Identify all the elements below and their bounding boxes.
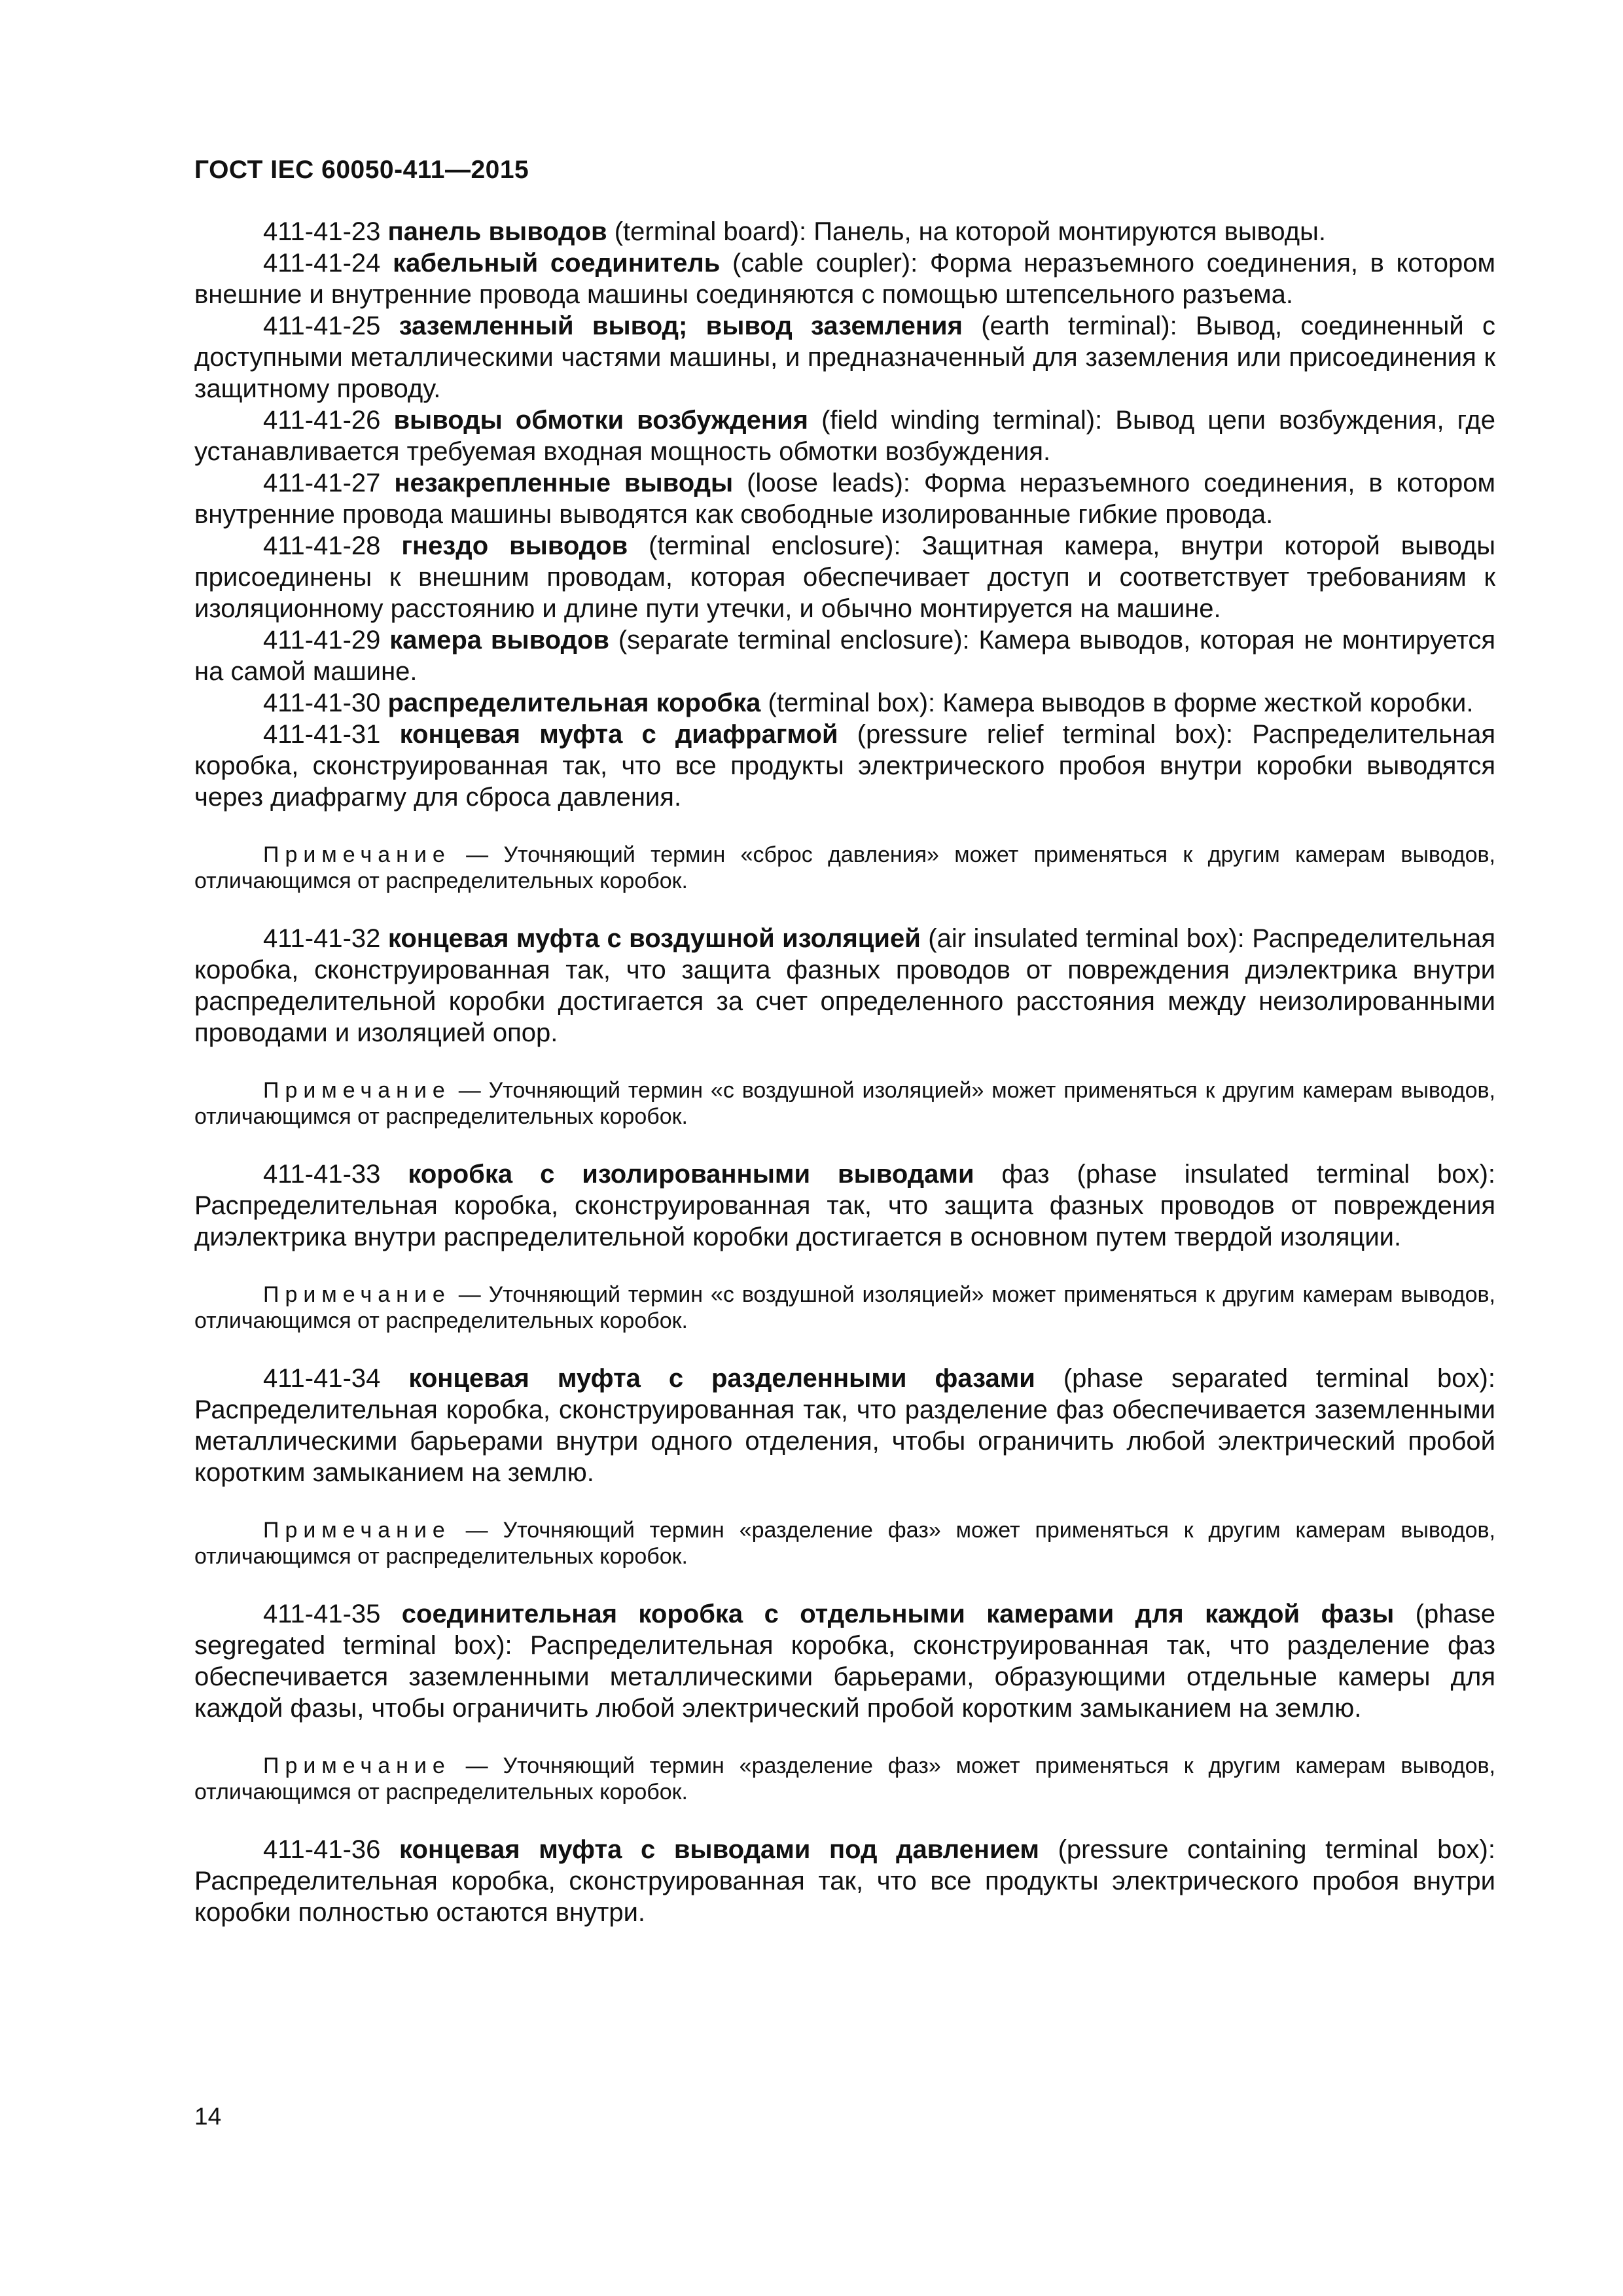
term-entry-411-41-23: [194, 216, 1495, 247]
term-entry-411-41-24: [194, 247, 1495, 310]
note-text: — Уточняющий термин «сброс давления» может применяться к другим камерам выводов, отличающимся от распределительных коробок.: [194, 842, 1495, 893]
note: [194, 842, 1495, 894]
entry-number: 411-41-29: [263, 626, 381, 655]
entry-definition: (separate terminal enclosure): Камера выводов, которая не монтируется на самой машине.: [194, 626, 1495, 686]
note-text: — Уточняющий термин «разделение фаз» может применяться к другим камерам выводов, отличающимся от распределительных коробок.: [194, 1518, 1495, 1569]
term-entry-411-41-35: [194, 1598, 1495, 1724]
entry-definition: (loose leads): Форма неразъемного соединения, в котором внутренние провода машины выводятся как свободные изолированные гибкие провода.: [194, 469, 1495, 529]
note: [194, 1517, 1495, 1570]
term-entry-411-41-25: [194, 310, 1495, 404]
entry-term: распределительная коробка: [387, 689, 761, 717]
entry-definition: (pressure containing terminal box): Распределительная коробка, сконструированная так, что все продукты электрического пробоя внутри коробки полностью остаются внутри.: [194, 1835, 1495, 1927]
entry-number: 411-41-31: [263, 720, 381, 749]
entry-definition: фаз (phase insulated terminal box): Распределительная коробка, сконструированная так, что защита фазных проводов от повреждения диэлектрика внутри распределительной коробки достигается в основном путем твердой изоляции.: [194, 1160, 1495, 1251]
note-label: Примечание: [263, 1078, 451, 1103]
entry-term: выводы обмотки возбуждения: [393, 406, 809, 435]
entry-term: камера выводов: [389, 626, 610, 655]
term-entry-411-41-29: [194, 624, 1495, 687]
note: [194, 1077, 1495, 1130]
entry-term: соединительная коробка с отдельными камерами для каждой фазы: [401, 1600, 1395, 1628]
entry-term: коробка с изолированными выводами: [408, 1160, 974, 1189]
term-entry-411-41-31: [194, 719, 1495, 813]
note-text: — Уточняющий термин «с воздушной изоляцией» может применяться к другим камерам выводов, отличающимся от распределительных коробок.: [194, 1282, 1495, 1333]
entry-definition: (phase separated terminal box): Распределительная коробка, сконструированная так, что разделение фаз обеспечивается заземленными металлическими барьерами внутри одного отделения, чтобы ограничить любой электрический пробой коротким замыканием на землю.: [194, 1364, 1495, 1487]
entry-number: 411-41-26: [263, 406, 381, 435]
note: [194, 1753, 1495, 1805]
entry-number: 411-41-24: [263, 249, 381, 278]
document-header: ГОСТ IEC 60050-411—2015: [194, 156, 529, 184]
entry-term: гнездо выводов: [401, 531, 628, 560]
term-entry-411-41-34: [194, 1363, 1495, 1488]
page-number: 14: [194, 2103, 222, 2130]
entry-term: концевая муфта с воздушной изоляцией: [387, 924, 921, 953]
note-label: Примечание: [263, 1518, 451, 1543]
term-entry-411-41-36: [194, 1834, 1495, 1928]
entry-number: 411-41-35: [263, 1600, 381, 1628]
entry-term: концевая муфта с диафрагмой: [399, 720, 838, 749]
note-text: — Уточняющий термин «разделение фаз» может применяться к другим камерам выводов, отличающимся от распределительных коробок.: [194, 1753, 1495, 1804]
note-label: Примечание: [263, 1282, 451, 1307]
entry-definition: (terminal board): Панель, на которой монтируются выводы.: [614, 217, 1326, 246]
entry-number: 411-41-27: [263, 469, 381, 497]
term-entry-411-41-30: [194, 687, 1495, 719]
entry-number: 411-41-28: [263, 531, 381, 560]
entry-term: заземленный вывод; вывод заземления: [399, 312, 963, 340]
entry-definition: (field winding terminal): Вывод цепи возбуждения, где устанавливается требуемая входная мощность обмотки возбуждения.: [194, 406, 1495, 466]
entry-definition: (terminal box): Камера выводов в форме жесткой коробки.: [768, 689, 1474, 717]
document-body: [194, 216, 1495, 1928]
entry-number: 411-41-32: [263, 924, 381, 953]
note: [194, 1282, 1495, 1334]
term-entry-411-41-32: [194, 923, 1495, 1049]
note-label: Примечание: [263, 1753, 451, 1778]
note-label: Примечание: [263, 842, 451, 867]
entry-term: кабельный соединитель: [393, 249, 721, 278]
entry-definition: (phase segregated terminal box): Распределительная коробка, сконструированная так, что разделение фаз обеспечивается заземленными металлическими барьерами, образующими отдельные камеры для каждой фазы, чтобы ограничить любой электрический пробой коротким замыканием на землю.: [194, 1600, 1495, 1723]
entry-definition: (air insulated terminal box): Распределительная коробка, сконструированная так, что защита фазных проводов от повреждения диэлектрика внутри распределительной коробки достигается за счет определенного расстояния между неизолированными проводами и изоляцией опор.: [194, 924, 1495, 1047]
term-entry-411-41-28: [194, 530, 1495, 624]
entry-number: 411-41-23: [263, 217, 381, 246]
term-entry-411-41-26: [194, 404, 1495, 467]
term-entry-411-41-27: [194, 467, 1495, 530]
entry-term: концевая муфта с разделенными фазами: [408, 1364, 1035, 1393]
entry-term: незакрепленные выводы: [394, 469, 734, 497]
entry-number: 411-41-36: [263, 1835, 381, 1864]
entry-number: 411-41-33: [263, 1160, 381, 1189]
entry-definition: (terminal enclosure): Защитная камера, внутри которой выводы присоединены к внешним проводам, которая обеспечивает доступ и соответствует требованиям к изоляционному расстоянию и длине пути утечки, и обычно монтируется на машине.: [194, 531, 1495, 623]
term-entry-411-41-33: [194, 1158, 1495, 1253]
entry-number: 411-41-25: [263, 312, 381, 340]
entry-number: 411-41-30: [263, 689, 381, 717]
entry-definition: (pressure relief terminal box): Распределительная коробка, сконструированная так, что все продукты электрического пробоя внутри коробки выводятся через диафрагму для сброса давления.: [194, 720, 1495, 812]
entry-term: панель выводов: [387, 217, 607, 246]
entry-definition: (earth terminal): Вывод, соединенный с доступными металлическими частями машины, и предназначенный для заземления или присоединения к защитному проводу.: [194, 312, 1495, 403]
entry-number: 411-41-34: [263, 1364, 381, 1393]
entry-term: концевая муфта с выводами под давлением: [399, 1835, 1039, 1864]
entry-definition: (cable coupler): Форма неразъемного соединения, в котором внешние и внутренние провода машины соединяются с помощью штепсельного разъема.: [194, 249, 1495, 309]
note-text: — Уточняющий термин «с воздушной изоляцией» может применяться к другим камерам выводов, отличающимся от распределительных коробок.: [194, 1078, 1495, 1129]
